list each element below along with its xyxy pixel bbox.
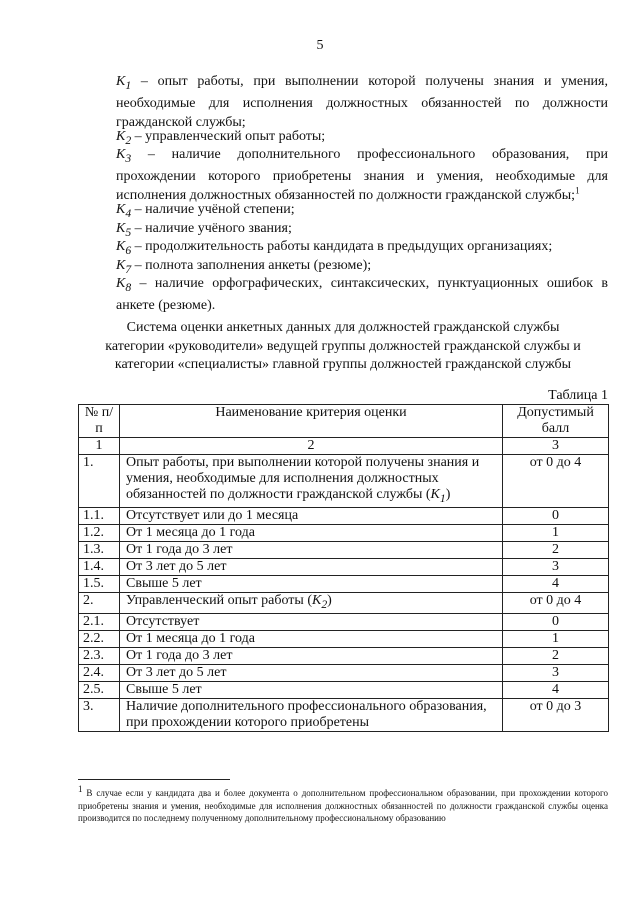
table-row: 3. Наличие дополнительного профессионального образования, при прохождении которого приобретены от 0 до 3 (79, 698, 609, 731)
table-row: 1. Опыт работы, при выполнении которой получены знания и умения, необходимые для исполнения должностных обязанностей по должности гражданской службы $(K_1)$ от 0 до 4 (79, 455, 609, 508)
criterion-k1: $K_1$ – опыт работы, при выполнении которой получены знания и умения, необходимые для исполнения должностных обязанностей по должности гражданской службы; (116, 74, 608, 130)
table-row: 2.4. От 3 лет до 5 лет 3 (79, 664, 609, 681)
header-name: Наименование критерия оценки (120, 405, 503, 438)
table-row: 1.1. Отсутствует или до 1 месяца 0 (79, 507, 609, 524)
criterion-k5: $K_5$ – наличие учёного звания; (116, 221, 292, 239)
table-row: 1.5. Свыше 5 лет 4 (79, 575, 609, 592)
criterion-k7: $K_7$ – полнота заполнения анкеты (резюме); (116, 258, 372, 276)
table-row: 1.2. От 1 месяца до 1 года 1 (79, 524, 609, 541)
footnote-divider (78, 779, 230, 780)
footnote: $^1$ В случае если у кандидата два и более документа о дополнительном профессиональном образовании, при прохождении которого приобретены знания и умения, необходимые для исполнения должностных обязанностей по должности гражданской службы оценка производится по последнему полученному дополнительному профессиональному образованию (78, 784, 608, 823)
table-row: 1.3. От 1 года до 3 лет 2 (79, 541, 609, 558)
criterion-k4: $K_4$ – наличие учёной степени; (116, 202, 295, 220)
criterion-k2: $K_2$ – управленческий опыт работы; (116, 129, 326, 147)
table-row: 2.2. От 1 месяца до 1 года 1 (79, 630, 609, 647)
table-row: 2.1. Отсутствует 0 (79, 613, 609, 630)
table-caption: Таблица 1 (548, 388, 608, 403)
header-score: Допустимый балл (503, 405, 609, 438)
table-header-row (79, 405, 609, 438)
criterion-k6: $K_6$ – продолжительность работы кандидата в предыдущих организациях; (116, 239, 553, 257)
section-heading: Система оценки анкетных данных для должностей гражданской службы категории «руководители» ведущей группы должностей гражданской службы и категории «специалисты» главной группы должностей гражданской службы (105, 320, 581, 372)
table-row: 2.5. Свыше 5 лет 4 (79, 681, 609, 698)
table-row: 1.4. От 3 лет до 5 лет 3 (79, 558, 609, 575)
criteria-table (78, 404, 609, 732)
header-num: № п/п (79, 405, 120, 438)
page-number: 5 (316, 38, 324, 53)
criterion-k3: $K_3$ – наличие дополнительного профессионального образования, при прохождении которого приобретены знания и умения, необходимые для исполнения должностных обязанностей по должности гражданской службы;$^1$ (116, 147, 608, 203)
footnote-ref: 1 (575, 185, 580, 196)
criterion-k8: $K_8$ – наличие орфографических, синтаксических, пунктуационных ошибок в анкете (резюме). (116, 276, 608, 314)
table-row: 2. Управленческий опыт работы $(K_2)$ от 0 до 4 (79, 592, 609, 613)
table-row: 2.3. От 1 года до 3 лет 2 (79, 647, 609, 664)
column-numbers-row: 1 2 3 (79, 438, 609, 455)
